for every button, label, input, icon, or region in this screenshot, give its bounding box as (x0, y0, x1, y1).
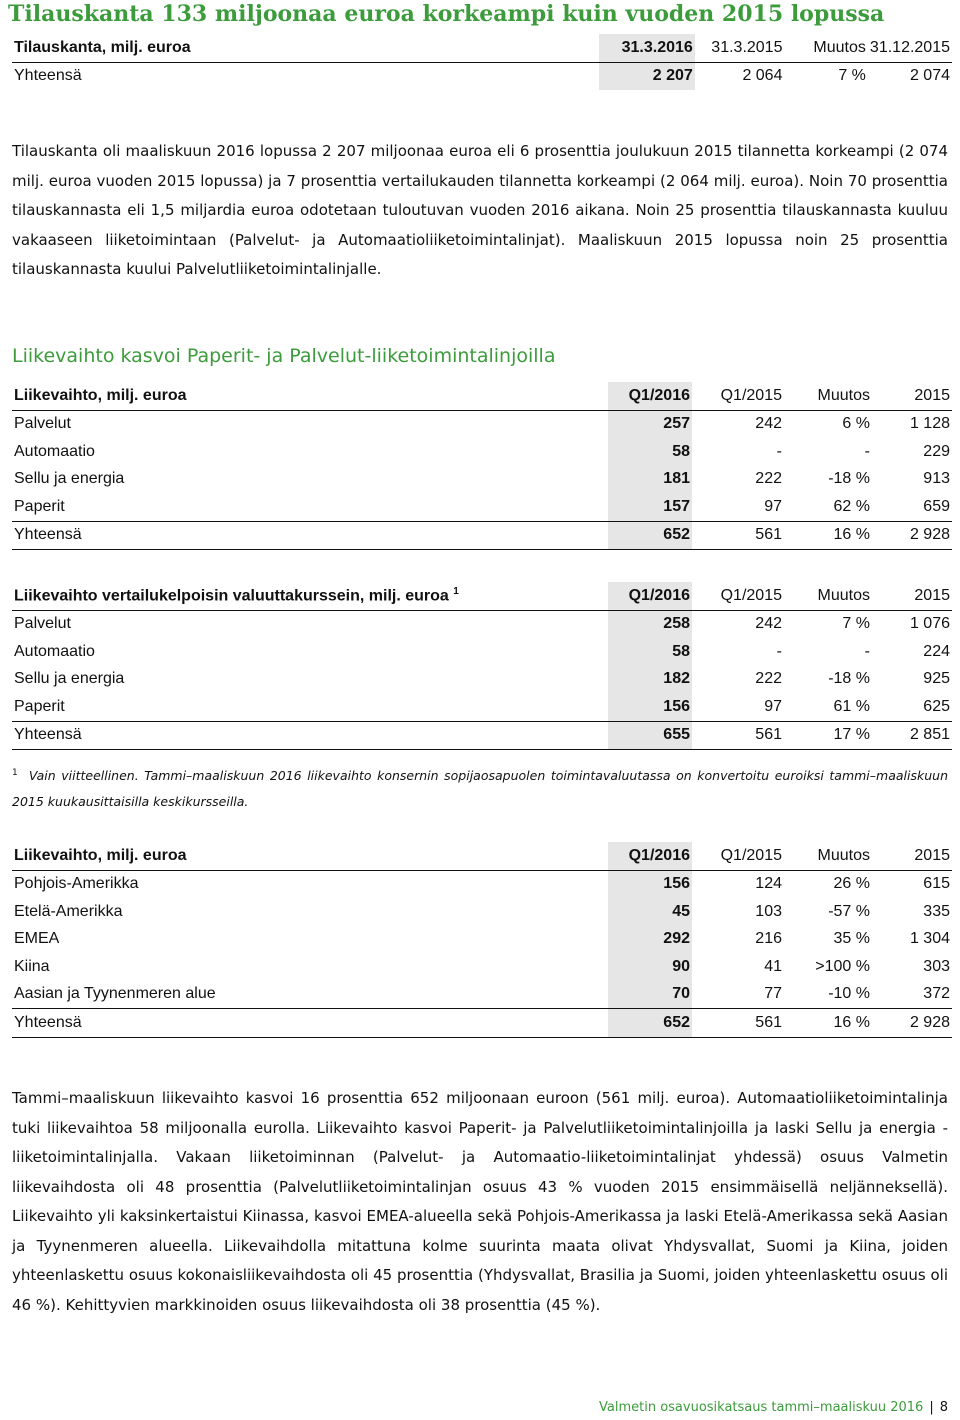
cell-year: 625 (923, 697, 950, 715)
cell-change: 16 % (784, 1009, 872, 1038)
row-label: Palvelut (14, 615, 71, 633)
col-header-year: 2015 (872, 842, 952, 870)
row-label: Yhteensä (12, 721, 608, 750)
table-row (12, 493, 952, 521)
col-header-change: Muutos (784, 34, 867, 62)
cell-current: 156 (608, 693, 692, 721)
cell-change: -18 % (828, 670, 870, 688)
cell-change: 7 % (842, 615, 870, 633)
row-label: Paperit (14, 497, 65, 515)
cell-yearend: 2 074 (909, 67, 950, 85)
col-header-change: Muutos (784, 382, 872, 410)
col-header-label: Liikevaihto, milj. euroa (12, 842, 608, 870)
paragraph-order-backlog: Tilauskanta oli maaliskuun 2016 lopussa 2 207 miljoonaa euroa eli 6 prosenttia joulukuun 2015 tilannetta korkeampi (2 074 milj. euroa vuoden 2015 lopussa) ja 7 prosenttia vertailukauden tilannetta korkeampi (2 064 milj. euroa). Noin 70 prosenttia tilauskannasta eli 1,5 miljardia euroa odotetaan tuloutuvan vuoden 2016 aikana. Noin 25 prosenttia tilauskannasta kuuluu vakaaseen liiketoimintaan (Palvelut- ja Automaatioliiketoimintalinjat). Maaliskuun 2015 lopussa noin 25 prosenttia tilauskannasta kuului Palvelutliiketoimintalinjalle. (12, 142, 948, 278)
cell-change: 26 % (833, 875, 870, 893)
row-label: Automaatio (14, 642, 95, 660)
table-row (12, 953, 952, 981)
cell-year: 335 (923, 902, 950, 920)
cell-current: 157 (608, 493, 692, 521)
cell-previous: 561 (692, 1009, 784, 1038)
cell-year: 303 (923, 957, 950, 975)
heading-net-sales: Liikevaihto kasvoi Paperit- ja Palvelut-liiketoimintalinjoilla (12, 345, 556, 367)
table-row (12, 898, 952, 926)
col-header-change: Muutos (784, 582, 872, 610)
cell-current: 2 207 (599, 62, 695, 90)
col-header-current: Q1/2016 (608, 842, 692, 870)
footer-separator: | (929, 1400, 934, 1415)
col-header-label: Tilauskanta, milj. euroa (12, 34, 599, 62)
cell-year: 1 076 (909, 615, 950, 633)
cell-previous: 97 (764, 497, 782, 515)
cell-current: 257 (608, 410, 692, 438)
table-header-row (12, 382, 952, 410)
col-header-previous: Q1/2015 (692, 582, 784, 610)
table-header-row (12, 842, 952, 870)
cell-current: 90 (608, 953, 692, 981)
table-row (12, 693, 952, 721)
cell-change: 7 % (838, 67, 866, 85)
table-row (12, 666, 952, 694)
cell-year: 1 128 (909, 415, 950, 433)
cell-year: 925 (923, 670, 950, 688)
page-number: 8 (939, 1400, 948, 1415)
net-sales-by-region-table (12, 842, 952, 1038)
row-label: Aasian ja Tyynenmeren alue (14, 985, 216, 1003)
col-header-label: Liikevaihto, milj. euroa (12, 382, 608, 410)
page-footer (599, 1400, 948, 1415)
cell-previous: 124 (755, 875, 782, 893)
cell-change: 16 % (784, 521, 872, 550)
table-row (12, 981, 952, 1009)
row-label: Yhteensä (12, 521, 608, 550)
col-header-previous: 31.3.2015 (695, 34, 785, 62)
heading-order-backlog: Tilauskanta 133 miljoonaa euroa korkeampi kuin vuoden 2015 lopussa (8, 1, 885, 27)
cell-previous: - (776, 442, 782, 460)
col-header-current: Q1/2016 (608, 382, 692, 410)
row-label: Sellu ja energia (14, 670, 125, 688)
cell-previous: 561 (692, 721, 784, 750)
cell-year: 224 (923, 642, 950, 660)
footnote-marker: 1 (12, 768, 18, 778)
table-row (12, 870, 952, 898)
footnote (12, 760, 948, 815)
table-row-total (12, 62, 952, 90)
cell-change: 17 % (784, 721, 872, 750)
cell-current: 45 (608, 898, 692, 926)
cell-year: 913 (923, 470, 950, 488)
cell-change: 6 % (842, 415, 870, 433)
cell-previous: 77 (764, 985, 782, 1003)
col-header-label (12, 582, 608, 610)
net-sales-table (12, 382, 952, 550)
footnote-text: Vain viitteellinen. Tammi–maaliskuun 2016 liikevaihto konsernin sopijaosapuolen toimintavaluutassa on konvertoitu euroiksi tammi–maaliskuun 2015 kuukausittaisilla keskikursseilla. (12, 768, 948, 810)
cell-previous: 561 (692, 521, 784, 550)
cell-current: 652 (608, 1009, 692, 1038)
table-row (12, 638, 952, 666)
cell-current: 258 (608, 610, 692, 638)
cell-previous: 242 (755, 615, 782, 633)
cell-change: >100 % (815, 957, 870, 975)
table-header-row (12, 582, 952, 610)
cell-change: - (864, 642, 870, 660)
cell-change: 35 % (833, 930, 870, 948)
order-backlog-table (12, 34, 952, 90)
cell-change: 61 % (833, 697, 870, 715)
cell-current: 70 (608, 981, 692, 1009)
cell-year: 372 (923, 985, 950, 1003)
row-label: Sellu ja energia (14, 470, 125, 488)
cell-current: 655 (608, 721, 692, 750)
cell-previous: 222 (755, 670, 782, 688)
table-row (12, 610, 952, 638)
col-header-change: Muutos (784, 842, 872, 870)
cell-current: 292 (608, 926, 692, 954)
col-header-yearend: 31.12.2015 (868, 34, 952, 62)
row-label: EMEA (14, 930, 60, 948)
cell-previous: 216 (755, 930, 782, 948)
cell-previous: 2 064 (742, 67, 783, 85)
cell-current: 181 (608, 466, 692, 494)
col-header-year: 2015 (872, 382, 952, 410)
cell-year: 2 928 (872, 521, 952, 550)
header-text: Liikevaihto vertailukelpoisin valuuttakurssein, milj. euroa (14, 587, 449, 605)
cell-current: 182 (608, 666, 692, 694)
cell-year: 615 (923, 875, 950, 893)
col-header-year: 2015 (872, 582, 952, 610)
row-label: Kiina (14, 957, 50, 975)
row-label: Paperit (14, 697, 65, 715)
cell-change: - (864, 442, 870, 460)
cell-current: 156 (608, 870, 692, 898)
col-header-current: Q1/2016 (608, 582, 692, 610)
cell-previous: 97 (764, 697, 782, 715)
row-label: Etelä-Amerikka (14, 902, 123, 920)
cell-year: 2 851 (872, 721, 952, 750)
col-header-current: 31.3.2016 (599, 34, 695, 62)
row-label: Pohjois-Amerikka (14, 875, 139, 893)
cell-year: 229 (923, 442, 950, 460)
table-row-total (12, 721, 952, 750)
cell-previous: 242 (755, 415, 782, 433)
cell-previous: 103 (755, 902, 782, 920)
paragraph-net-sales: Tammi–maaliskuun liikevaihto kasvoi 16 prosenttia 652 miljoonaan euroon (561 milj. euroa). Automaatioliiketoimintalinja tuki liikevaihtoa 58 miljoonalla eurolla. Liikevaihto kasvoi Paperit- ja Palvelutliiketoimintalinjoilla ja laski Sellu ja energia -liiketoimintalinjalla. Vakaan liiketoiminnan (Palvelut- ja Automaatio-liiketoimintalinjat yhdessä) osuus Valmetin liikevaihdosta oli 48 prosenttia (Palvelutliiketoimintalinjan osuus 43 % vuoden 2015 ensimmäisellä neljänneksellä). Liikevaihto yli kaksinkertaistui Kiinassa, kasvoi EMEA-alueella sekä Pohjois-Amerikassa ja laski Etelä-Amerikassa sekä Aasian ja Tyynenmeren alueella. Liikevaihdolla mitattuna kolme suurinta maata olivat Yhdysvallat, Suomi ja Kiina, joiden yhteenlaskettu osuus kokonaisliikevaihdosta oli 45 prosenttia (Yhdysvallat, Brasilia ja Suomi, joiden yhteenlaskettu osuus oli 46 %). Kehittyvien markkinoiden osuus liikevaihdosta oli 38 prosenttia (45 %). (12, 1089, 948, 1314)
cell-current: 652 (608, 521, 692, 550)
row-label: Yhteensä (12, 1009, 608, 1038)
row-label: Yhteensä (14, 67, 82, 85)
cell-previous: 41 (764, 957, 782, 975)
col-header-previous: Q1/2015 (692, 842, 784, 870)
table-row (12, 466, 952, 494)
col-header-previous: Q1/2015 (692, 382, 784, 410)
cell-change: -10 % (828, 985, 870, 1003)
cell-current: 58 (608, 638, 692, 666)
table-row-total (12, 1009, 952, 1038)
table-row (12, 438, 952, 466)
footer-title: Valmetin osavuosikatsaus tammi–maaliskuu 2016 (598, 1400, 924, 1415)
table-row (12, 926, 952, 954)
comparable-sales-table (12, 582, 952, 750)
footnote-marker: 1 (453, 586, 459, 598)
table-header-row (12, 34, 952, 62)
table-row (12, 410, 952, 438)
cell-year: 659 (923, 497, 950, 515)
cell-change: -57 % (828, 902, 870, 920)
cell-previous: 222 (755, 470, 782, 488)
cell-year: 2 928 (872, 1009, 952, 1038)
cell-year: 1 304 (909, 930, 950, 948)
table-row-total (12, 521, 952, 550)
cell-change: 62 % (833, 497, 870, 515)
cell-change: -18 % (828, 470, 870, 488)
cell-current: 58 (608, 438, 692, 466)
row-label: Palvelut (14, 415, 71, 433)
cell-previous: - (776, 642, 782, 660)
row-label: Automaatio (14, 442, 95, 460)
